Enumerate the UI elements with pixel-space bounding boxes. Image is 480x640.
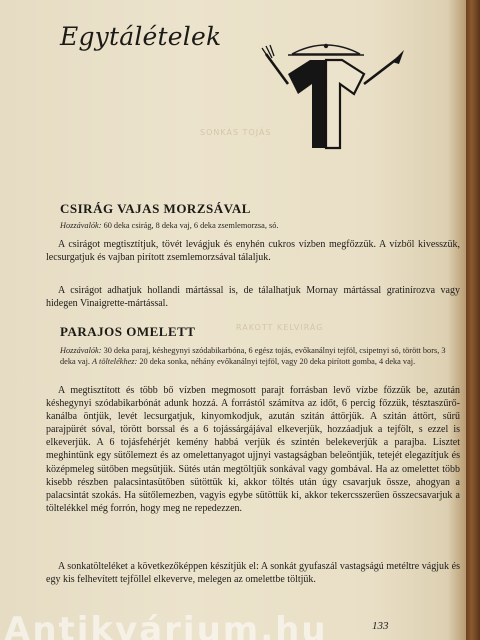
filling-text: 20 deka sonka, néhány evőkanálnyi tejföl, vagy 20 deka pirított gomba, 4 deka vaj. <box>139 356 416 366</box>
ingredients-label: Hozzávalók: <box>60 346 102 355</box>
ingredients-line <box>60 221 460 232</box>
ingredients-text: 60 deka csirág, 8 deka vaj, 6 deka zsemlemorzsa, só. <box>103 221 279 230</box>
watermark-text: Antikvárium.hu <box>4 610 328 640</box>
chef-illustration <box>258 40 408 160</box>
filling-label: A töltelékhez: <box>92 356 138 366</box>
recipe-title: PARAJOS OMELETT <box>60 324 196 339</box>
recipe-title: CSIRÁG VAJAS MORZSÁVAL <box>60 201 251 216</box>
ingredients-label: Hozzávalók: <box>60 221 102 230</box>
page-number: 133 <box>372 620 389 632</box>
recipe-paragraph: A csirágot adhatjuk hollandi mártással is, de tálalhatjuk Mornay mártással gratinírozva vagy hidegen Vinaigrette-mártással. <box>46 285 460 310</box>
book-spine-edge <box>466 0 480 640</box>
recipe-paragraph: A megtisztított és több bő vízben megmosott parajt forrásban levő vízbe főzzük be, azután késhegynyi szódabikarbónát adunk hozzá. A forrástól számítva az időt, 6 percig főzzük, tésztaszűrő-kanálba öntjük, levét lecsurgatjuk, kinyomkodjuk, azután szitán áttörjük. A szitán áttört, sűrű parajpürét sóval, törött borssal és a 6 tojássárgájával elkeverjük, hozzáadjuk a tejfölt, s ezzel is elkeverjük. A 6 tojásfehérjét kemény habbá verjük és szintén belekeverjük a parajba. Lisztet meghintünk egy sütőlemezt és az omelettanyagot ujjnyi vastagságban beleöntjük, tetejét elegazítjuk és középmeleg sütőben megsütjük. Sütés után megtöltjük sonkával vagy gombával. Ha az omelettet több kisebb részben palacsintasütőben sütöttük ki, akkor töltés után úgy csavarjuk össze, ahogyan a palacsintát szokás. Ha sütőlemezben, vagyis egybe sütöttük ki, akkor tekercsszerűen összecsavarjuk a töltelékkel még forrón, hogy meg ne repedezzen. <box>46 385 460 514</box>
bleed-through-text: SONKÁS TOJÁS <box>200 128 272 137</box>
chapter-title: Egytálételek <box>60 22 222 51</box>
bleed-through-text: RAKOTT KELVIRÁG <box>236 323 324 332</box>
ingredients-text: 30 deka paraj, késhegynyi szódabikarbóna, 6 egész tojás, evőkanálnyi tejföl, csipetnyi só, törött bors, 3 deka vaj. <box>60 346 446 366</box>
ingredients-line <box>60 346 460 367</box>
recipe-paragraph: A csirágot megtisztítjuk, tövét levágjuk és enyhén cukros vízben megfőzzük. A vízből kivesszük, lecsurgatjuk és vajban pirított zsemlemorzsával tálaljuk. <box>46 239 460 264</box>
recipe-paragraph: A sonkatölteléket a következőképpen készítjük el: A sonkát gyufaszál vastagságú metéltre vágjuk és egy kis felhevített tejföllel elkeverve, melegen az omelettbe töltjük. <box>46 561 460 586</box>
